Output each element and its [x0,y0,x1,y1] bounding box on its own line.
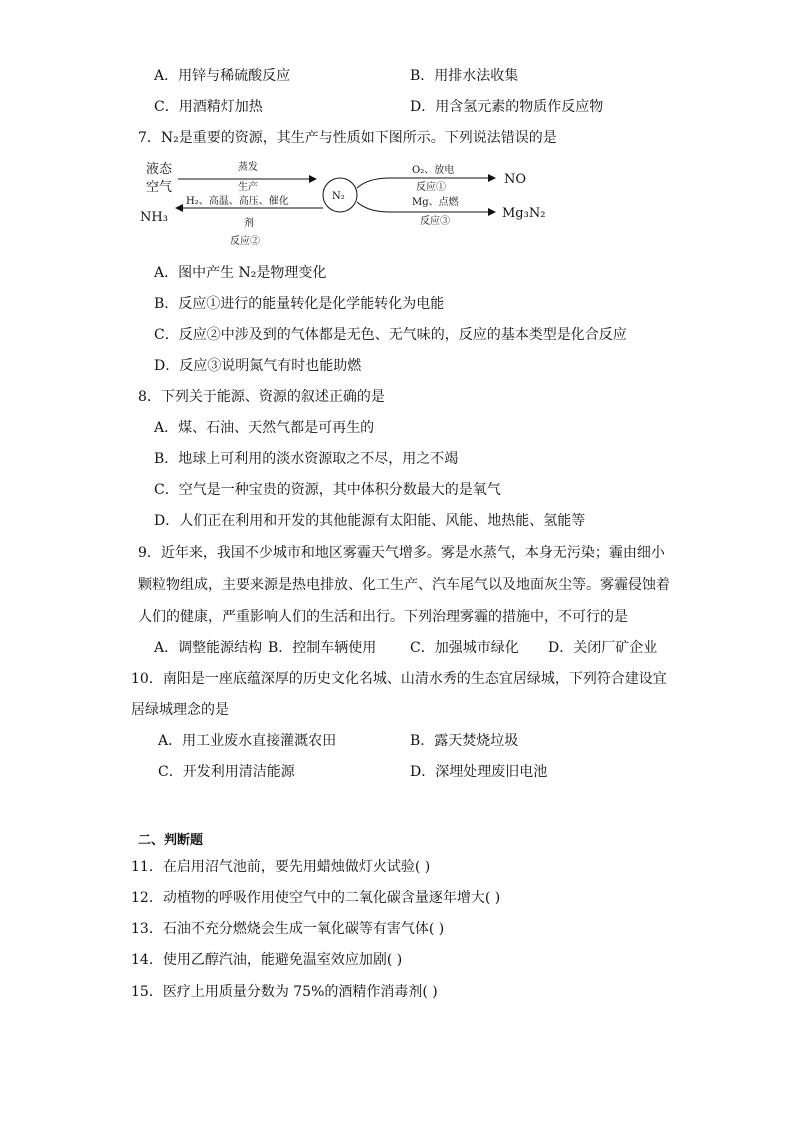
q10-option-c: C．开发利用清洁能源 [158,764,295,780]
q8-stem: 8．下列关于能源、资源的叙述正确的是 [138,389,385,405]
reaction-1-label: 反应① [416,182,446,193]
q9-option-c: C．加强城市绿化 [410,640,519,656]
q9-option-d: D．关闭厂矿企业 [548,640,658,656]
section-2-title: 二、判断题 [138,833,204,848]
q7-option-d: D．反应③说明氮气有时也能助燃 [154,358,362,374]
q10-option-a: A．用工业废水直接灌溉农田 [158,733,337,749]
q8-option-c: C．空气是一种宝贵的资源，其中体积分数最大的是氧气 [154,482,501,498]
q9-stem-line3: 人们的健康，严重影响人们的生活和出行。下列治理雾霾的措施中，不可行的是 [138,609,628,625]
q13: 13．石油不充分燃烧会生成一氧化碳等有害气体( ) [131,921,445,937]
liquid-air-label-top: 液态 [146,162,173,177]
q10-stem-line2: 居绿城理念的是 [131,702,229,718]
q7-stem: 7．N₂是重要的资源，其生产与性质如下图所示。下列说法错误的是 [138,130,557,146]
q14: 14．使用乙醇汽油，能避免温室效应加剧( ) [131,952,403,968]
q10-option-b: B．露天焚烧垃圾 [410,733,519,749]
n2-production-diagram [140,158,580,250]
q6-option-c: C．用酒精灯加热 [154,99,263,115]
q7-option-b: B．反应①进行的能量转化是化学能转化为电能 [154,296,445,312]
no-label: NO [504,172,527,187]
liquid-air-label-bottom: 空气 [146,180,173,195]
q12: 12．动植物的呼吸作用使空气中的二氧化碳含量逐年增大( ) [131,890,501,906]
q11: 11．在启用沼气池前，要先用蜡烛做灯火试验( ) [131,859,431,875]
q9-option-a: A．调整能源结构 [154,640,263,656]
reaction-2-label: 反应② [230,236,260,247]
q8-option-b: B．地球上可利用的淡水资源取之不尽，用之不竭 [154,451,459,467]
mg3n2-label: Mg₃N₂ [502,206,546,221]
q15: 15．医疗上用质量分数为 75%的酒精作消毒剂( ) [131,984,438,1000]
q7-option-c: C．反应②中涉及到的气体都是无色、无气味的，反应的基本类型是化合反应 [154,327,627,343]
o2-discharge-label: O₂、放电 [412,165,455,176]
nh3-label: NH₃ [140,210,168,225]
q6-option-d: D．用含氢元素的物质作反应物 [410,99,604,115]
q9-stem-line2: 颗粒物组成，主要来源是热电排放、化工生产、汽车尾气以及地面灰尘等。雾霾侵蚀着 [138,577,670,593]
q7-option-a: A．图中产生 N₂是物理变化 [154,265,327,281]
q10-option-d: D．深埋处理废旧电池 [410,764,548,780]
q9-option-b: B．控制车辆使用 [268,640,377,656]
evaporation-label: 蒸发 [238,162,258,173]
mg-ignite-label: Mg、点燃 [412,197,459,208]
haber-conditions-label: H₂、高温、高压、催化 [186,196,289,207]
n2-node: N₂ [332,191,345,202]
q10-stem-line1: 10．南阳是一座底蕴深厚的历史文化名城、山清水秀的生态宜居绿城，下列符合建设宜 [131,671,667,687]
q6-option-a: A．用锌与稀硫酸反应 [154,68,291,84]
q8-option-a: A．煤、石油、天然气都是可再生的 [154,420,375,436]
q9-stem-line1: 9．近年来，我国不少城市和地区雾霾天气增多。雾是水蒸气，本身无污染；霾由细小 [138,545,665,561]
q6-option-b: B．用排水法收集 [410,68,519,84]
catalyst-label: 剂 [244,218,254,229]
production-label: 生产 [238,182,258,193]
reaction-3-label: 反应③ [420,216,450,227]
q8-option-d: D．人们正在利用和开发的其他能源有太阳能、风能、地热能、氢能等 [154,513,586,529]
